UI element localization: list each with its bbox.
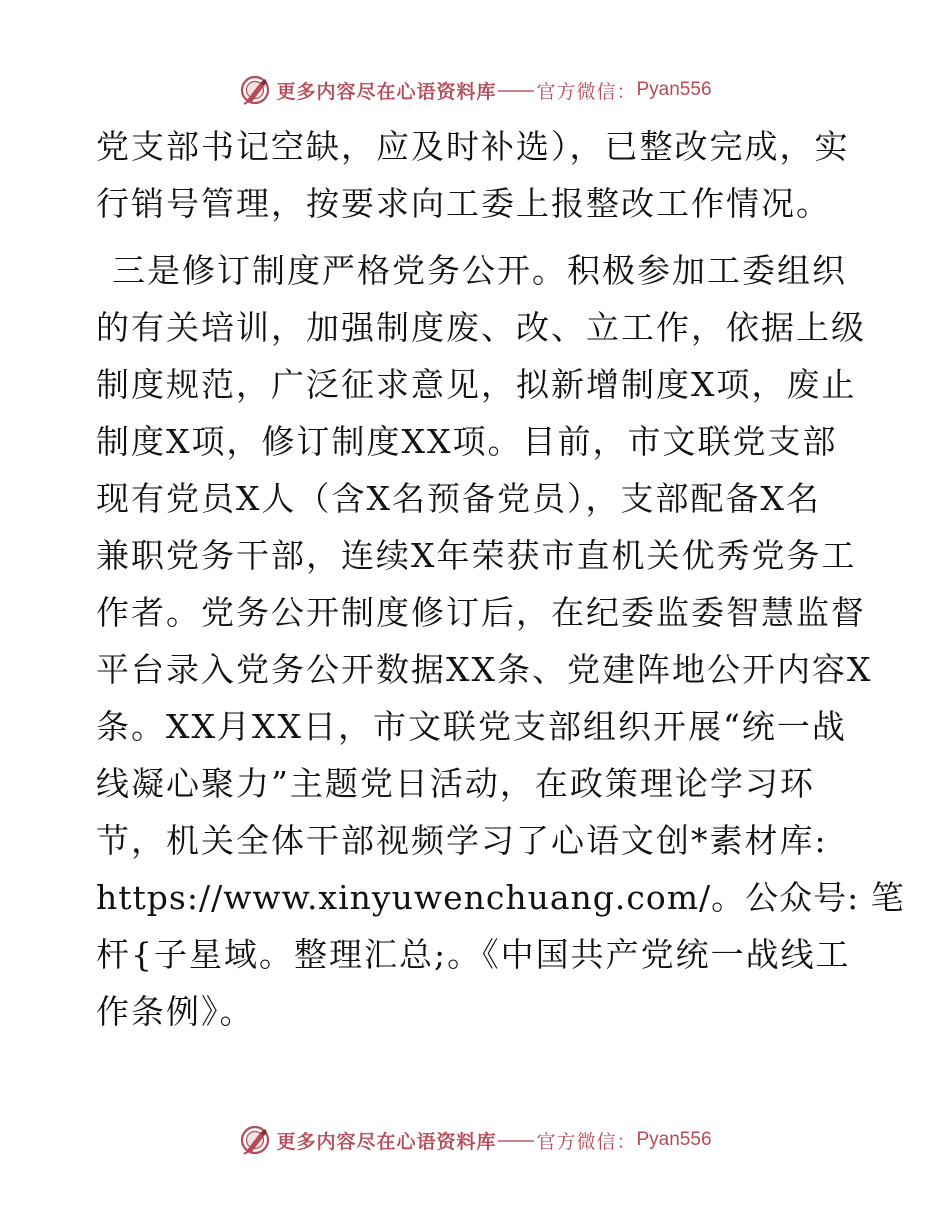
text-line: 条。XX月XX日，市文联党支部组织开展“统一战 [96, 707, 847, 746]
pen-nib-icon [238, 73, 272, 107]
text-line: 作条例》。 [96, 992, 255, 1031]
text-line: 的有关培训，加强制度废、改、立工作，依据上级 [96, 308, 866, 347]
text-line: 节，机关全体干部视频学习了心语文创*素材库: [96, 821, 828, 860]
text-line: 平台录入党务公开数据XX条、党建阵地公开内容X [96, 650, 873, 689]
banner-brand-text: 更多内容尽在心语资料库 [276, 80, 497, 103]
text-line-url: https://www.xinyuwenchuang.com/。公众号: 笔 [96, 878, 905, 917]
paragraph-1 [96, 118, 866, 232]
document-body [96, 118, 905, 1040]
pen-nib-icon [238, 1123, 272, 1157]
header-watermark-banner [0, 70, 950, 110]
text-line: 兼职党务干部，连续X年荣获市直机关优秀党务工 [96, 536, 857, 575]
text-line: 制度规范，广泛征求意见，拟新增制度X项，废止 [96, 365, 857, 404]
text-line: 党支部书记空缺，应及时补选），已整改完成，实 [96, 127, 850, 166]
text-line: 制度X项，修订制度XX项。目前，市文联党支部 [96, 422, 838, 461]
paragraph-2 [96, 242, 905, 1040]
banner-brand-text: 更多内容尽在心语资料库 [276, 1130, 497, 1153]
footer-watermark-banner [0, 1120, 950, 1160]
text-line: 杆{子星域。整理汇总;。《中国共产党统一战线工 [96, 935, 851, 974]
text-line: 作者。党务公开制度修订后，在纪委监委智慧监督 [96, 593, 866, 632]
text-line: 线凝心聚力”主题党日活动，在政策理论学习环 [96, 764, 815, 803]
banner-official-label: 官方微信： [536, 80, 637, 103]
text-line: 行销号管理，按要求向工委上报整改工作情况。 [96, 184, 831, 223]
text-line: 现有党员X人（含X名预备党员），支部配备X名 [96, 479, 821, 518]
text-line: 三是修订制度严格党务公开。积极参加工委组织 [112, 251, 847, 290]
banner-wechat-id: Pyan556 [636, 1129, 712, 1150]
banner-dash-divider [498, 1140, 534, 1142]
banner-wechat-id: Pyan556 [636, 79, 712, 100]
banner-official-label: 官方微信： [536, 1130, 637, 1153]
banner-dash-divider [498, 90, 534, 92]
